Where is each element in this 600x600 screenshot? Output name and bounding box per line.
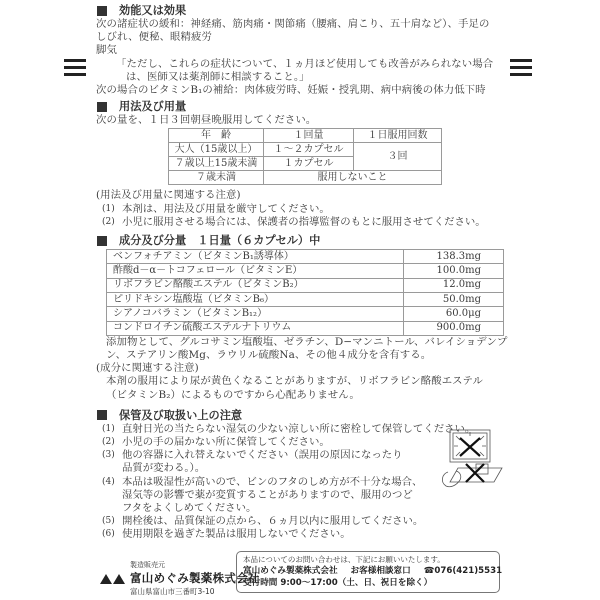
dosage-table — [168, 128, 442, 185]
table-row — [169, 171, 442, 185]
section-bullet-icon — [97, 236, 107, 246]
ingredient-amount: 100.0mg — [404, 264, 504, 278]
dosage-intro: 次の量を、１日３回朝昼晩服用してください。 — [96, 114, 317, 127]
ingredients-heading — [96, 233, 511, 248]
table-row — [107, 292, 504, 306]
ingredient-amount: 900.0mg — [404, 321, 504, 335]
note-text: 本剤は、用法及び用量を厳守してください。 — [122, 202, 330, 215]
ingredients-notes-title: (成分に関連する注意) — [96, 362, 199, 375]
item-text: 湿気等の影響で薬が変質することがありますので、服用のつど — [122, 488, 413, 501]
ingredient-name: コンドロイチン硫酸エステルナトリウム — [107, 321, 404, 335]
cell-times: ３回 — [354, 143, 442, 171]
dosage-note — [96, 216, 511, 229]
ingredient-amount: 12.0mg — [404, 278, 504, 292]
cell-dose: １カプセル — [264, 157, 354, 171]
item-number: (5) — [102, 516, 115, 527]
note-number: (2) — [102, 216, 115, 227]
dosage-title: 用法及び用量 — [119, 100, 187, 114]
cell-age: 大人（15歳以上） — [169, 143, 264, 157]
efficacy-quote: は、医師又は薬剤師に相談すること。」 — [126, 70, 310, 83]
storage-heading — [96, 408, 511, 423]
dosage-heading — [96, 99, 511, 114]
ingredient-amount: 60.0μg — [404, 307, 504, 321]
item-number: (6) — [102, 529, 115, 540]
note-number: (1) — [102, 203, 115, 214]
item-number: (1) — [102, 423, 115, 434]
item-text: 使用期限を過ぎた製品は服用しないでください。 — [122, 528, 351, 541]
table-row — [107, 278, 504, 292]
additives-line: ン、ステアリン酸Mg、ラウリル硫酸Na、その他４成分を含有する。 — [106, 349, 432, 362]
item-text: 品質が変わる。）。 — [122, 462, 206, 475]
section-bullet-icon — [97, 6, 107, 16]
header-age: 年 齢 — [169, 129, 264, 143]
ingredient-name: 酢酸d－α－トコフェロール（ビタミンE） — [107, 264, 404, 278]
ingredient-amount: 138.3mg — [404, 250, 504, 264]
item-number: (4) — [102, 476, 115, 487]
storage-item-cont — [96, 502, 511, 515]
maker-label: 製造販売元 — [130, 561, 165, 569]
contact-company: 富山めぐみ製薬株式会社 — [243, 566, 338, 576]
right-hamburger-icon[interactable] — [510, 59, 532, 76]
item-text: 直射日光の当たらない湿気の少ない涼しい所に密栓して保管してください。 — [122, 422, 476, 435]
table-row — [107, 264, 504, 278]
contact-box — [236, 551, 503, 593]
efficacy-title: 効能又は効果 — [119, 3, 187, 17]
table-row — [169, 143, 442, 157]
header-dose: １回量 — [264, 129, 354, 143]
ingredients-title: 成分及び分量 １日量（６カプセル）中 — [119, 233, 321, 247]
item-number: (3) — [102, 450, 115, 461]
cell-age: ７歳以上15歳未満 — [169, 157, 264, 171]
contact-line — [243, 565, 503, 577]
ingredients-table — [106, 249, 504, 336]
dosage-note — [96, 203, 511, 216]
storage-item — [96, 515, 511, 528]
ingredient-name: シアノコバラミン（ビタミンB₁₂） — [107, 307, 404, 321]
ingredient-name: ベンフォチアミン（ビタミンB₁誘導体） — [107, 250, 404, 264]
note-text: 小児に服用させる場合には、保護者の指導監督のもとに服用させてください。 — [122, 215, 486, 228]
ingredients-note: 本剤の服用により尿が黄色くなることがありますが、リボフラビン酪酸エステル — [106, 375, 483, 388]
item-text: 開栓後は、品質保証の点から、６ヵ月以内に服用してください。 — [122, 515, 424, 528]
ingredient-name: リボフラビン酪酸エステル（ビタミンB₂） — [107, 278, 404, 292]
company-logo-icon — [100, 572, 126, 584]
item-text: 他の容器に入れ替えないでください（誤用の原因になったり — [122, 449, 403, 462]
additives-line: 添加物として、グルコサミン塩酸塩、ゼラチン、D−マンニトール、バレイショデンプ — [106, 335, 508, 348]
contact-desk: お客様相談窓口 — [350, 566, 411, 576]
efficacy-supplement: 次の場合のビタミンB₁の補給：肉体疲労時、妊娠・授乳期、病中病後の体力低下時 — [96, 84, 486, 97]
storage-warning-illustration-icon — [438, 428, 508, 498]
storage-title: 保管及び取扱い上の注意 — [119, 408, 243, 422]
ingredients-note: （ビタミンB₂）によるものですから心配ありません。 — [106, 388, 360, 401]
contact-hours: 受付時間 9:00～17:00（土、日、祝日を除く） — [243, 578, 433, 588]
item-text: フタをよくしめてください。 — [122, 502, 257, 515]
table-row — [107, 250, 504, 264]
efficacy-line: 次の諸症状の緩和：神経痛、筋肉痛・関節痛（腰痛、肩こり、五十肩など）、手足の — [96, 18, 490, 30]
contact-phone: ☎076(421)5531 — [423, 566, 503, 576]
table-header-row — [169, 129, 442, 143]
ingredient-name: ピリドキシン塩酸塩（ビタミンB₆） — [107, 292, 404, 306]
section-bullet-icon — [97, 102, 107, 112]
cell-age: ７歳未満 — [169, 171, 264, 185]
header-times: １日服用回数 — [354, 129, 442, 143]
section-bullet-icon — [97, 410, 107, 420]
efficacy-heading — [96, 3, 511, 18]
maker-name: 富山めぐみ製薬株式会社 — [130, 571, 260, 585]
efficacy-line: しびれ、便秘、眼精疲労 — [96, 31, 213, 44]
item-text: 小児の手の届かない所に保管してください。 — [122, 436, 330, 449]
left-hamburger-icon[interactable] — [64, 59, 86, 76]
table-row — [107, 321, 504, 335]
efficacy-quote: 「ただし、これらの症状について、１ヵ月ほど使用しても改善がみられない場合 — [116, 57, 494, 70]
item-number: (2) — [102, 437, 115, 448]
table-row — [107, 307, 504, 321]
dosage-notes-title: (用法及び用量に関連する注意) — [96, 189, 241, 202]
storage-item — [96, 528, 511, 541]
contact-intro: 本品についてのお問い合わせは、下記にお願いいたします。 — [243, 555, 445, 564]
maker-address: 富山県富山市三番町3-10 — [130, 587, 215, 596]
efficacy-line: 脚気 — [96, 44, 117, 57]
cell-dose: １～２カプセル — [264, 143, 354, 157]
item-text: 本品は吸湿性が高いので、ビンのフタのしめ方が不十分な場合、 — [122, 475, 423, 488]
ingredient-amount: 50.0mg — [404, 292, 504, 306]
cell-dose: 服用しないこと — [264, 171, 442, 185]
